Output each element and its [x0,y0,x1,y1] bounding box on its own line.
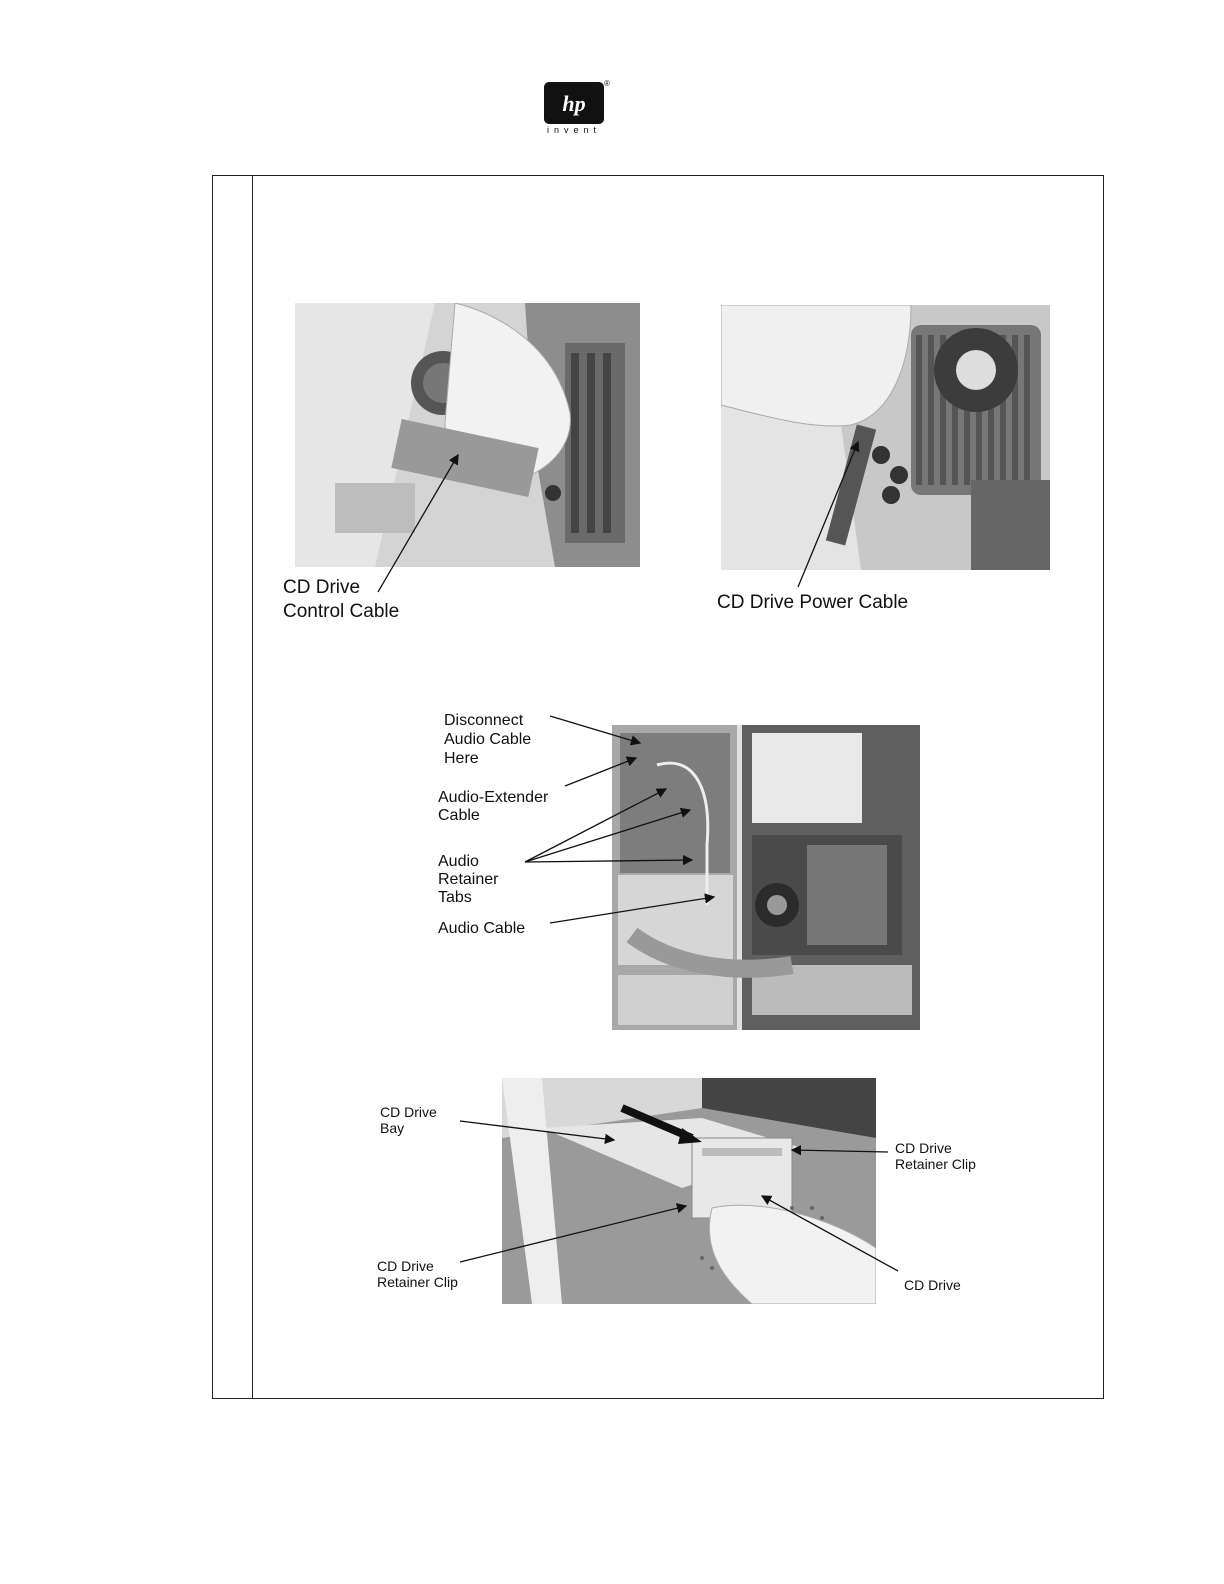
photo-power-cable [721,305,1050,570]
label-disconnect-audio-cable: Disconnect Audio Cable Here [444,712,532,767]
label-cd-drive-retainer-clip-right: CD Drive Retainer Clip [895,1140,976,1172]
photo-cd-drive-bay [502,1078,876,1304]
hp-tagline: invent [546,125,602,135]
registered-mark: ® [604,79,610,88]
label-cd-drive-retainer-clip-left: CD Drive Retainer Clip [377,1258,458,1290]
label-audio-extender-cable: Audio-Extender Cable [438,789,549,824]
hp-logo-mark: hp [562,91,586,116]
photo-audio-cables [612,725,920,1030]
label-cd-drive: CD Drive [904,1277,961,1293]
label-cd-drive-power-cable: CD Drive Power Cable [717,592,909,613]
label-cd-drive-bay: CD Drive Bay [380,1104,437,1136]
label-audio-cable: Audio Cable [438,920,526,937]
label-audio-retainer-tabs: Audio Retainer Tabs [438,853,499,906]
frame-divider [252,175,253,1399]
label-cd-drive-control-cable: CD Drive Control Cable [283,577,400,622]
photo-control-cable [295,303,640,567]
